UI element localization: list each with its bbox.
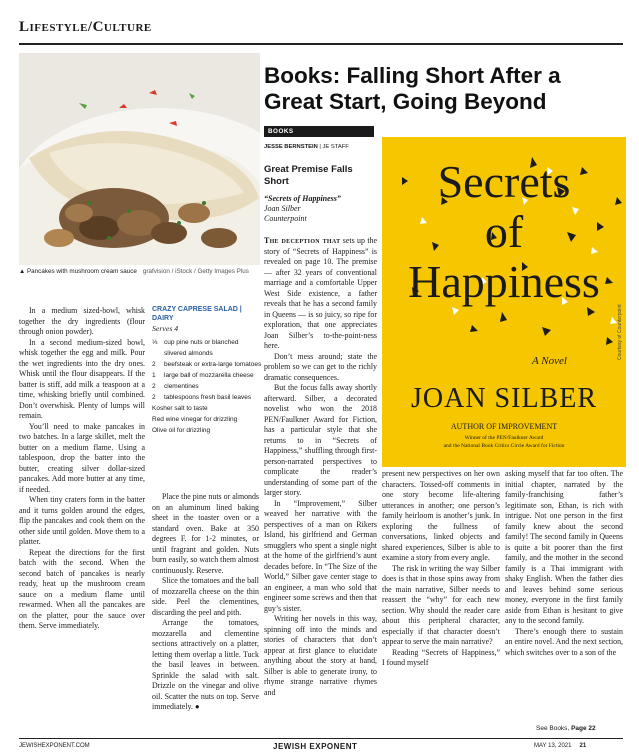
article-column-1 <box>264 236 377 698</box>
book-info-author: Joan Silber <box>264 204 301 213</box>
ingredient-name: Olive oil for drizzling <box>152 427 211 434</box>
byline-name: JESSE BERNSTEIN <box>264 144 318 150</box>
footer-website[interactable]: JEWISHEXPONENT.COM <box>19 743 90 749</box>
continuation-link[interactable] <box>536 725 596 732</box>
continuation-prefix: See Books, <box>536 725 572 732</box>
article-paragraph: Don’t mess around; state the problem so we can get to the richly dramatic consequences. <box>264 351 377 382</box>
recipe-intro-paragraph: In a medium sized-bowl, whisk together the dry ingredients (flour through onion powder). <box>19 306 145 336</box>
book-cover <box>382 137 626 467</box>
recipe-serves: Serves 4 <box>152 324 179 333</box>
bottom-rule <box>19 738 623 739</box>
ingredient-item <box>152 370 262 381</box>
ingredient-item <box>152 414 262 425</box>
article-paragraph: There’s enough there to sustain an entire novel. And the next section, which switches over to a son of the <box>505 626 623 657</box>
ingredient-item <box>152 381 262 392</box>
recipe-step: Place the pine nuts or almonds on an aluminum lined baking sheet in the toaster oven or a standard oven. Bake at 350 degrees F. for 1-2 minutes, or until fragrant and golden. Nuts burn easily, so watch them almost continuously. Reserve. <box>152 492 259 575</box>
cover-award-2: and the National Book Critics Circle Award for Fiction <box>443 443 565 449</box>
article-paragraph: Writing her novels in this way, spinning off into the minds and stories of characters that don’t appear at first glance to elucidate anything about the story at hand, Silber is able to generate irony, to rhyme strange narrative rhymes and <box>264 614 377 697</box>
cover-credit: Courtesy of Counterpoint <box>617 304 623 360</box>
ingredient-name: Kosher salt to taste <box>152 405 208 412</box>
pancake-photo <box>19 53 260 265</box>
ingredient-list <box>152 337 262 436</box>
article-column-2 <box>382 469 500 669</box>
cover-award-1: Winner of the PEN/Faulkner Award <box>464 435 544 441</box>
article-column-3 <box>505 469 623 658</box>
footer-date-page <box>534 743 586 749</box>
continuation-page: Page 22 <box>571 725 596 732</box>
ingredient-item <box>152 403 262 414</box>
article-paragraph: In “Improvement,” Silber weaved her narrative with the perspectives of a man on Rikers Island, his girlfriend and German smugglers who spent a single night at the home of the girlfriend’s aunt decades before. In “The Size of the World,” Silber gave center stage to an engineer, a man who sold that engineer some screws and then that guy’s sister. <box>264 498 377 613</box>
article-paragraph <box>264 236 377 352</box>
article-paragraph: Reading “Secrets of Happiness,” I found myself <box>382 647 500 667</box>
ingredient-item <box>152 392 262 403</box>
pancake-photo-illustration <box>19 53 260 265</box>
byline <box>264 144 349 150</box>
book-info-title: “Secrets of Happiness” <box>264 194 341 203</box>
footer-publication: JEWISH EXPONENT <box>273 742 358 751</box>
ingredient-name: cup pine nuts or blanched slivered almonds <box>164 339 239 357</box>
ingredient-qty: 2 <box>152 361 156 368</box>
footer-date: MAY 13, 2021 <box>534 743 572 749</box>
book-info <box>264 194 379 224</box>
recipe-step: Slice the tomatoes and the ball of mozzarella cheese on the thin side. Peel the clementines, discarding the peel and pith. <box>152 576 259 617</box>
article-paragraph: The risk in writing the way Silber does is that in those spins away from the main narrative, Silber needs to reassert the “why” for each new section. Why should the reader care about this peripheral character, especially if that character doesn’t appear to serve the main narrative? <box>382 563 500 646</box>
ingredient-name: clementines <box>164 383 199 390</box>
cover-title-line: of <box>484 206 524 257</box>
article-headline: Books: Falling Short After a Great Start, Going Beyond <box>264 63 561 114</box>
article-lead-in: The deception that <box>264 236 341 245</box>
ingredient-qty: ⅓ <box>152 339 158 346</box>
recipe-intro-paragraph: Repeat the directions for the first batch with the second. When the second batch of pancakes is nearly ready, heat up the mushroom cream sauce on a medium flame until rewarmed. When all the pancakes are on the platter, pour the sauce over them. Serve immediately. <box>19 547 145 630</box>
article-paragraph: asking myself that far too often. The initial chapter, narrated by the family-franchising father’s legitimate son, Ethan, is rich with intrigue. Not one person in the first family knew about the second family! The second family in Queens is quite a bit poorer than the first family, and the mother in the second family is a Thai immigrant with shaky English. When the father dies and leaves behind some serious money, everyone in the first family aside from Ethan is hesitant to give any to the second family. <box>505 469 623 625</box>
ingredient-qty: 1 <box>152 372 156 379</box>
photo-credit: grafvision / iStock / Getty Images Plus <box>142 268 249 275</box>
ingredient-item <box>152 337 262 359</box>
cover-subtitle: A Novel <box>532 355 567 367</box>
ingredient-name: large ball of mozzarella cheese <box>164 372 254 379</box>
ingredient-name: beefsteak or extra-large tomatoes <box>164 361 262 368</box>
ingredient-item <box>152 425 262 436</box>
ingredient-name: Red wine vinegar for drizzling <box>152 416 238 423</box>
section-heading: Lifestyle/Culture <box>19 19 152 35</box>
recipe-title: CRAZY CAPRESE SALAD | DAIRY <box>152 306 242 322</box>
recipe-intro-paragraph: You’ll need to make pancakes in two batches. In a large skillet, melt the butter on a medium flame. Using a tablespoon, drop the batter into the butter, creating silver dollar-sized pancakes. Add more butter at any time, if needed. <box>19 421 145 494</box>
recipe-intro-paragraph: In a second medium-sized bowl, whisk together the egg and milk. Pour the wet ingredients into the dry ones. Whisk until the flour disappears. If the batter is stiff, add milk a teaspoon at a time, whisking briefly until combined. Don’t overwhisk. Plenty of lumps will remain. <box>19 337 145 420</box>
cover-author-of: AUTHOR OF IMPROVEMENT <box>450 422 558 431</box>
top-rule <box>19 43 623 45</box>
recipe-step: Arrange the tomatoes, mozzarella and clementine sections attractively on a platter, letting them overlap a little. Tuck the basil leaves in between. Sprinkle the salad with salt. Drizzle on the vinegar and olive oil. Scatter the nuts on top. Serve immediately. ● <box>152 618 259 711</box>
cover-title <box>382 157 626 307</box>
article-paragraph: present new perspectives on her own characters. Tossed-off comments in one story become life-altering utterances in another; one person’s family heirloom is another’s junk. In exploring the fullness of conversations, linked objects and shared experiences, Silber is able to examine a story from every angle. <box>382 469 500 562</box>
article-text: sets up the story of “Secrets of Happiness” is revealed on page 10. The premise — after 32 years of conventional marriage and a comfortable Upper West Side existence, a father reveals that he has a second family in Queens — is so juicy, so ripe for exploration, that one appreciates Joan Silber’s to-the-point-ness here. <box>264 236 377 350</box>
ingredient-qty: 2 <box>152 383 156 390</box>
footer-page-number: 21 <box>579 743 587 749</box>
ingredient-qty: 2 <box>152 394 156 401</box>
photo-caption-text: ▲ Pancakes with mushroom cream sauce <box>19 268 137 275</box>
ingredient-name: tablespoons fresh basil leaves <box>164 394 252 401</box>
photo-caption <box>19 268 279 275</box>
article-deck: Great Premise Falls Short <box>264 164 353 187</box>
cover-title-line: Happiness <box>408 256 600 307</box>
cover-author: JOAN SILBER <box>410 383 597 414</box>
cover-title-line: Secrets <box>437 156 571 207</box>
byline-staff: | JE STAFF <box>317 144 349 150</box>
category-label: BOOKS <box>264 126 374 137</box>
ingredient-item <box>152 359 262 370</box>
recipe-steps-column <box>152 492 259 713</box>
recipe-intro-column <box>19 306 145 632</box>
recipe-intro-paragraph: When tiny craters form in the batter and it turns golden around the edges, flip the pancakes and cook them on the other side until golden. Move them to a platter. <box>19 495 145 546</box>
book-info-publisher: Counterpoint <box>264 214 307 223</box>
article-paragraph: But the focus falls away shortly afterward. Silber, a decorated novelist who won the 2018 PEN/Faulkner Award for Fiction, has a particular style that she returns to in “Secrets of Happiness,” shuffling through first-person-narrated perspectives to complicate the reader’s understanding of some part of the larger story. <box>264 383 377 497</box>
